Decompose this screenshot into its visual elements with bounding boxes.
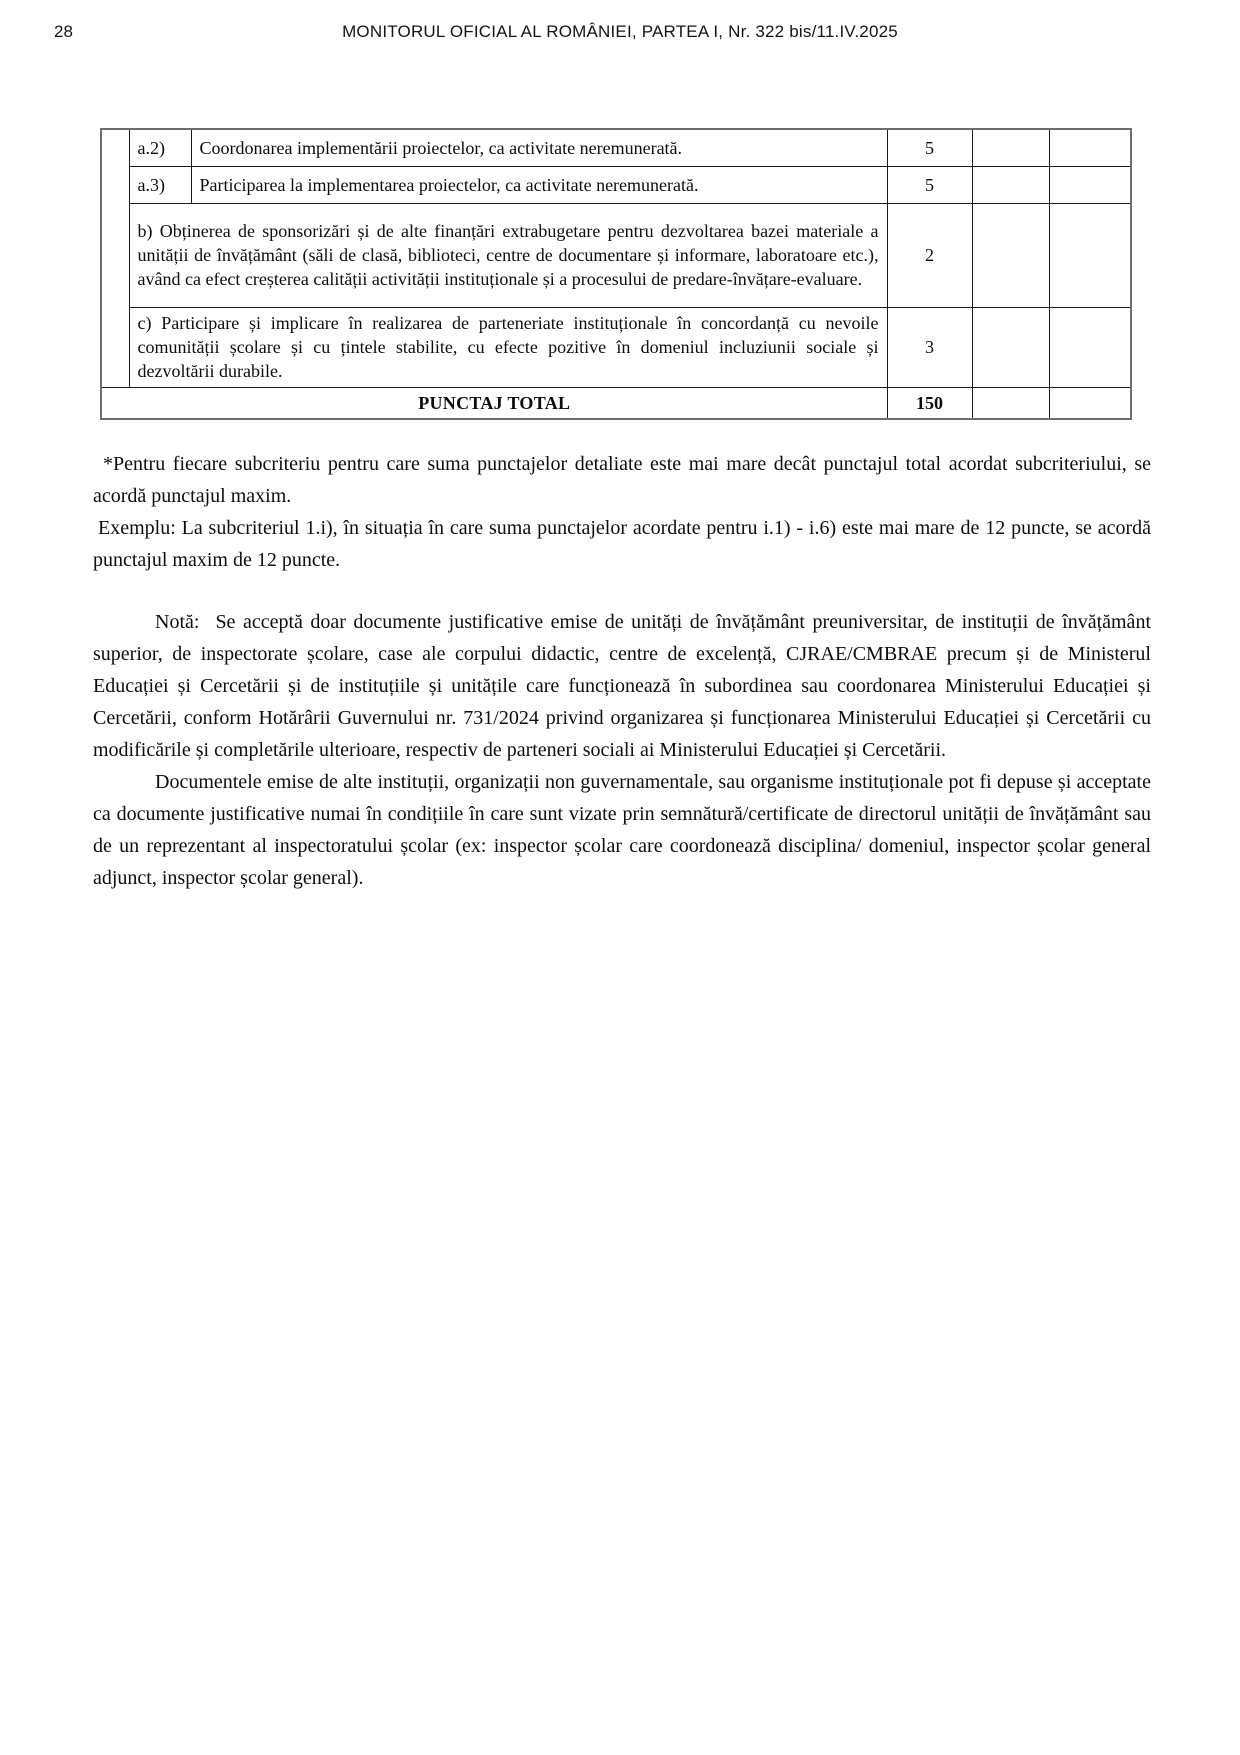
score-cell: 5 — [887, 166, 972, 203]
nota-body: Se acceptă doar documente justificative emise de unități de învățământ preuniversitar, de instituții de învățământ superior, de inspectorate școlare, case ale corpului didactic, centre de excelență, CJRAE/CMBRAE precum și de Ministerul Educației și Cercetării și de instituțiile și unitățile care funcționează în subordinea sau coordonarea Ministerului Educației și Cercetării, conform Hotărârii Guvernului nr. 731/2024 privind organizarea și funcționarea Ministerului Educației și Cercetării cu modificările și completările ulterioare, respectiv de parteneri sociali ai Ministerului Educației și Cercetării. — [93, 611, 1151, 761]
note-example: Exemplu: La subcriteriul 1.i), în situația în care suma punctajelor acordate pentru i.1) - i.6) este mai mare de 12 puncte, se acordă punctajul maxim de 12 puncte. — [93, 517, 1151, 571]
table-row-a3 — [101, 166, 1131, 203]
score-cell: 5 — [887, 129, 972, 166]
subcriterion-label: a.2) — [129, 129, 191, 166]
total-label: PUNCTAJ TOTAL — [101, 387, 887, 419]
page-header — [0, 22, 1240, 46]
empty-cell — [1049, 387, 1131, 419]
note-documents: Documentele emise de alte instituții, organizații non guvernamentale, sau organisme instituționale pot fi depuse și acceptate ca documente justificative numai în condițiile în care sunt vizate prin semnătură/certificate de directorul unității de învățământ sau de un reprezentant al inspectoratului școlar (ex: inspector școlar care coordonează disciplina/ domeniul, inspector școlar general adjunct, inspector școlar general). — [93, 771, 1151, 889]
empty-cell — [1049, 307, 1131, 387]
empty-cell — [972, 387, 1049, 419]
subcriterion-label: a.3) — [129, 166, 191, 203]
note-asterisk: *Pentru fiecare subcriteriu pentru care suma punctajelor detaliate este mai mare decât punctajul total acordat subcriteriului, se acordă punctajul maxim. — [93, 453, 1151, 507]
criteria-table — [100, 128, 1132, 420]
subcriterion-text: b) Obținerea de sponsorizări și de alte finanțări extrabugetare pentru dezvoltarea bazei materiale a unității de învățământ (săli de clasă, biblioteci, centre de documentare și informare, laboratoare etc.), având ca efect creșterea calității activității instituționale și a procesului de predare-învățare-evaluare. — [129, 203, 887, 307]
empty-cell — [1049, 129, 1131, 166]
score-cell: 3 — [887, 307, 972, 387]
page-number: 28 — [54, 22, 73, 41]
page-header-title: MONITORUL OFICIAL AL ROMÂNIEI, PARTEA I, Nr. 322 bis/11.IV.2025 — [342, 22, 898, 41]
subcriterion-text: c) Participare și implicare în realizarea de parteneriate instituționale în concordanță cu nevoile comunității școlare și cu țintele stabilite, cu efecte pozitive în domeniul incluziunii sociale și dezvoltării durabile. — [129, 307, 887, 387]
subcriterion-text: Participarea la implementarea proiectelor, ca activitate neremunerată. — [191, 166, 887, 203]
table-row-a2 — [101, 129, 1131, 166]
criteria-table-body — [101, 129, 1131, 419]
table-row-c — [101, 307, 1131, 387]
nota-label: Notă: — [155, 611, 200, 633]
empty-cell — [972, 166, 1049, 203]
subcriterion-text: Coordonarea implementării proiectelor, ca activitate neremunerată. — [191, 129, 887, 166]
total-score-cell: 150 — [887, 387, 972, 419]
empty-cell — [1049, 166, 1131, 203]
notes-section — [93, 448, 1151, 894]
empty-cell — [1049, 203, 1131, 307]
empty-cell — [972, 307, 1049, 387]
table-row-b — [101, 203, 1131, 307]
criterion-number-cell — [101, 129, 129, 387]
note-nota — [93, 606, 1151, 766]
empty-cell — [972, 203, 1049, 307]
empty-cell — [972, 129, 1049, 166]
table-row-total — [101, 387, 1131, 419]
score-cell: 2 — [887, 203, 972, 307]
